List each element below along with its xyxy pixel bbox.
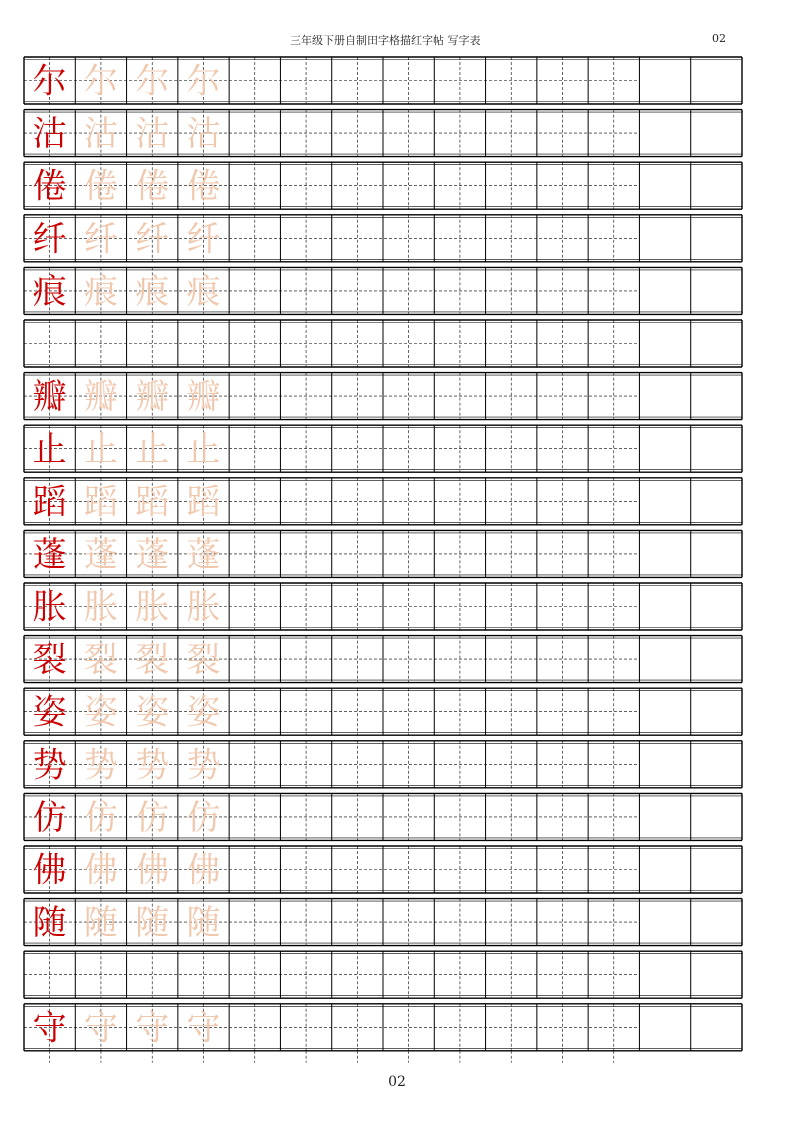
- trace-character: 瓣: [135, 377, 170, 418]
- model-character: 随: [32, 903, 67, 944]
- trace-character: 势: [186, 745, 221, 786]
- trace-character: 姿: [135, 692, 170, 733]
- trace-character: 尔: [83, 61, 118, 102]
- trace-character: 蹈: [135, 482, 170, 523]
- trace-character: 势: [135, 745, 170, 786]
- trace-character: 随: [135, 903, 170, 944]
- trace-character: 沽: [135, 114, 170, 155]
- trace-character: 倦: [83, 166, 118, 207]
- trace-character: 止: [135, 429, 170, 470]
- trace-character: 纤: [135, 219, 170, 260]
- trace-character: 仿: [186, 797, 221, 838]
- trace-character: 守: [186, 1008, 221, 1049]
- model-character: 蹈: [32, 482, 67, 523]
- model-character: 胀: [32, 587, 67, 628]
- trace-character: 痕: [135, 271, 170, 312]
- trace-character: 随: [83, 903, 118, 944]
- trace-character: 佛: [83, 850, 118, 891]
- trace-character: 蓬: [83, 534, 118, 575]
- trace-character: 裂: [135, 640, 170, 681]
- trace-character: 胀: [135, 587, 170, 628]
- trace-character: 胀: [186, 587, 221, 628]
- trace-character: 止: [186, 429, 221, 470]
- trace-character: 瓣: [83, 377, 118, 418]
- trace-character: 姿: [83, 692, 118, 733]
- model-character: 沽: [32, 114, 67, 155]
- model-character: 蓬: [32, 534, 67, 575]
- trace-character: 止: [83, 429, 118, 470]
- trace-character: 仿: [135, 797, 170, 838]
- model-character: 姿: [32, 692, 67, 733]
- trace-character: 蹈: [186, 482, 221, 523]
- trace-character: 佛: [135, 850, 170, 891]
- trace-character: 尔: [135, 61, 170, 102]
- trace-character: 沽: [186, 114, 221, 155]
- trace-character: 蹈: [83, 482, 118, 523]
- model-character: 尔: [32, 61, 67, 102]
- model-character: 纤: [32, 219, 67, 260]
- trace-character: 佛: [186, 850, 221, 891]
- trace-character: 瓣: [186, 377, 221, 418]
- trace-character: 蓬: [186, 534, 221, 575]
- header-page-number: 02: [712, 32, 726, 45]
- model-character: 佛: [32, 850, 67, 891]
- trace-character: 倦: [186, 166, 221, 207]
- trace-character: 倦: [135, 166, 170, 207]
- trace-character: 姿: [186, 692, 221, 733]
- trace-character: 纤: [186, 219, 221, 260]
- trace-character: 裂: [83, 640, 118, 681]
- model-character: 裂: [32, 640, 67, 681]
- trace-character: 蓬: [135, 534, 170, 575]
- model-character: 守: [32, 1008, 67, 1049]
- trace-character: 势: [83, 745, 118, 786]
- trace-character: 守: [135, 1008, 170, 1049]
- trace-character: 胀: [83, 587, 118, 628]
- trace-character: 沽: [83, 114, 118, 155]
- trace-character: 痕: [186, 271, 221, 312]
- model-character: 瓣: [32, 377, 67, 418]
- trace-character: 纤: [83, 219, 118, 260]
- trace-character: 尔: [186, 61, 221, 102]
- model-character: 痕: [32, 271, 67, 312]
- trace-character: 仿: [83, 797, 118, 838]
- page-title: 三年级下册自制田字格描红字帖 写字表: [290, 34, 481, 47]
- trace-character: 守: [83, 1008, 118, 1049]
- model-character: 仿: [32, 797, 67, 838]
- model-character: 势: [32, 745, 67, 786]
- trace-character: 痕: [83, 271, 118, 312]
- model-character: 止: [32, 429, 67, 470]
- trace-character: 裂: [186, 640, 221, 681]
- footer-page-number: 02: [388, 1074, 406, 1090]
- model-character: 倦: [32, 166, 67, 207]
- trace-character: 随: [186, 903, 221, 944]
